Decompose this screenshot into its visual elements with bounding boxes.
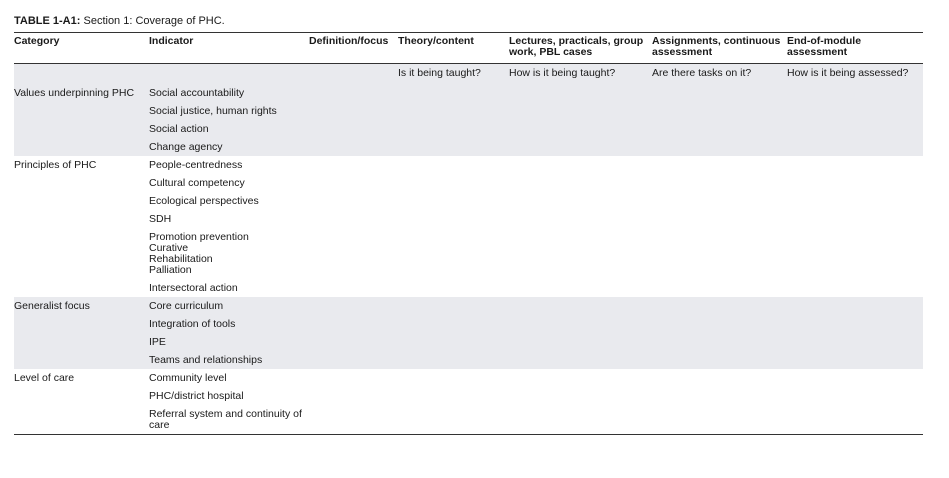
table-row: [14, 387, 923, 405]
table-body: [14, 64, 923, 435]
indicator-cell: SDH: [149, 213, 172, 225]
category-cell: [14, 333, 149, 351]
table-row: [14, 102, 923, 120]
empty-cell: [652, 333, 787, 351]
caption-label: TABLE 1-A1:: [14, 15, 81, 27]
empty-cell: [652, 228, 787, 279]
category-cell: [14, 405, 149, 435]
empty-cell: [652, 315, 787, 333]
header-indicator: Indicator: [149, 33, 309, 64]
empty-cell: [787, 84, 923, 102]
empty-cell: [509, 174, 652, 192]
category-cell: [14, 351, 149, 369]
empty-cell: [787, 315, 923, 333]
empty-cell: [309, 84, 398, 102]
indicator-cell: Teams and relationships: [149, 351, 309, 369]
table-row: [14, 210, 923, 228]
subheader-row: [14, 64, 923, 85]
table-row: [14, 192, 923, 210]
empty-cell: [787, 405, 923, 435]
table-caption: [14, 14, 923, 28]
indicator-cell: Change agency: [149, 138, 309, 156]
empty-cell: [398, 228, 509, 279]
indicator-cell: Referral system and continuity of care: [149, 405, 309, 435]
empty-cell: [309, 192, 398, 210]
header-assignments: Assignments, continuous assessment: [652, 33, 787, 64]
empty-cell: [509, 351, 652, 369]
indicator-cell: Social justice, human rights: [149, 102, 309, 120]
table-row: [14, 120, 923, 138]
indicator-cell: Ecological perspectives: [149, 195, 259, 207]
empty-cell: [652, 84, 787, 102]
empty-cell: [509, 210, 652, 228]
empty-cell: [398, 192, 509, 210]
category-cell: Generalist focus: [14, 297, 149, 315]
empty-cell: [787, 192, 923, 210]
empty-cell: [309, 279, 398, 297]
table-row: [14, 84, 923, 102]
empty-cell: [309, 333, 398, 351]
empty-cell: [398, 102, 509, 120]
category-cell: [14, 279, 149, 297]
empty-cell: [787, 156, 923, 174]
empty-cell: [509, 405, 652, 435]
header-category: Category: [14, 33, 149, 64]
empty-cell: [398, 174, 509, 192]
indicator-cell: Intersectoral action: [149, 282, 238, 294]
empty-cell: [509, 369, 652, 387]
empty-cell: [398, 120, 509, 138]
empty-cell: [398, 279, 509, 297]
empty-cell: [398, 351, 509, 369]
empty-cell: [309, 369, 398, 387]
subheader-cell: [149, 64, 309, 85]
empty-cell: [309, 210, 398, 228]
indicator-cell: Community level: [149, 372, 227, 384]
empty-cell: [652, 192, 787, 210]
empty-cell: [398, 333, 509, 351]
empty-cell: [509, 333, 652, 351]
empty-cell: [398, 156, 509, 174]
empty-cell: [652, 297, 787, 315]
table-row: [14, 333, 923, 351]
indicator-cell: Core curriculum: [149, 297, 309, 315]
empty-cell: [309, 387, 398, 405]
indicator-cell: Social accountability: [149, 84, 309, 102]
indicator-cell: Cultural competency: [149, 177, 245, 189]
table-row: [14, 156, 923, 174]
table-row: [14, 405, 923, 435]
empty-cell: [509, 138, 652, 156]
indicator-cell: PHC/district hospital: [149, 390, 244, 402]
coverage-table: [14, 32, 923, 435]
empty-cell: [309, 315, 398, 333]
empty-cell: [787, 387, 923, 405]
subheader-cell: Is it being taught?: [398, 64, 509, 85]
category-cell: [14, 315, 149, 333]
empty-cell: [398, 84, 509, 102]
header-end-assessment: End-of-module assessment: [787, 33, 923, 64]
empty-cell: [652, 369, 787, 387]
empty-cell: [398, 210, 509, 228]
empty-cell: [398, 369, 509, 387]
header-definition: Definition/focus: [309, 33, 398, 64]
table-row: [14, 369, 923, 387]
empty-cell: [309, 297, 398, 315]
caption-text: Section 1: Coverage of PHC.: [83, 15, 225, 27]
empty-cell: [509, 120, 652, 138]
header-theory: Theory/content: [398, 33, 509, 64]
empty-cell: [309, 405, 398, 435]
empty-cell: [509, 279, 652, 297]
empty-cell: [787, 351, 923, 369]
empty-cell: [309, 156, 398, 174]
subheader-cell: How is it being assessed?: [787, 64, 923, 85]
empty-cell: [309, 351, 398, 369]
empty-cell: [652, 279, 787, 297]
empty-cell: [652, 387, 787, 405]
empty-cell: [509, 315, 652, 333]
category-cell: Values underpinning PHC: [14, 84, 149, 102]
indicator-cell: Social action: [149, 120, 309, 138]
empty-cell: [309, 138, 398, 156]
empty-cell: [787, 279, 923, 297]
empty-cell: [398, 138, 509, 156]
subheader-cell: Are there tasks on it?: [652, 64, 787, 85]
empty-cell: [652, 210, 787, 228]
empty-cell: [787, 138, 923, 156]
indicator-cell: Integration of tools: [149, 315, 309, 333]
empty-cell: [309, 228, 398, 279]
empty-cell: [652, 405, 787, 435]
empty-cell: [509, 228, 652, 279]
empty-cell: [309, 102, 398, 120]
empty-cell: [398, 387, 509, 405]
table-row: [14, 351, 923, 369]
indicator-cell: IPE: [149, 333, 309, 351]
empty-cell: [398, 315, 509, 333]
empty-cell: [509, 192, 652, 210]
empty-cell: [398, 405, 509, 435]
subheader-cell: [14, 64, 149, 85]
empty-cell: [787, 210, 923, 228]
table-row: [14, 297, 923, 315]
empty-cell: [787, 174, 923, 192]
empty-cell: [787, 297, 923, 315]
header-lectures: Lectures, practicals, group work, PBL cases: [509, 33, 652, 64]
empty-cell: [398, 297, 509, 315]
category-cell: Principles of PHC: [14, 159, 97, 171]
category-cell: [14, 228, 149, 279]
category-cell: [14, 102, 149, 120]
category-cell: [14, 210, 149, 228]
indicator-cell: Promotion prevention Curative Rehabilitation Palliation: [149, 231, 249, 276]
category-cell: [14, 387, 149, 405]
indicator-cell: People-centredness: [149, 159, 243, 171]
empty-cell: [652, 174, 787, 192]
empty-cell: [509, 102, 652, 120]
table-container: [14, 14, 923, 435]
empty-cell: [787, 369, 923, 387]
empty-cell: [309, 120, 398, 138]
subheader-cell: [309, 64, 398, 85]
category-cell: [14, 174, 149, 192]
table-row: [14, 315, 923, 333]
table-row: [14, 279, 923, 297]
empty-cell: [509, 387, 652, 405]
empty-cell: [787, 333, 923, 351]
empty-cell: [509, 156, 652, 174]
table-row: [14, 138, 923, 156]
table-row: [14, 228, 923, 279]
empty-cell: [509, 84, 652, 102]
empty-cell: [787, 102, 923, 120]
category-cell: [14, 120, 149, 138]
empty-cell: [787, 120, 923, 138]
empty-cell: [652, 138, 787, 156]
subheader-cell: How is it being taught?: [509, 64, 652, 85]
empty-cell: [652, 102, 787, 120]
category-cell: [14, 192, 149, 210]
table-row: [14, 174, 923, 192]
category-cell: [14, 138, 149, 156]
empty-cell: [309, 174, 398, 192]
empty-cell: [652, 351, 787, 369]
header-row: [14, 33, 923, 64]
empty-cell: [787, 228, 923, 279]
category-cell: Level of care: [14, 372, 75, 384]
empty-cell: [652, 120, 787, 138]
empty-cell: [509, 297, 652, 315]
empty-cell: [652, 156, 787, 174]
